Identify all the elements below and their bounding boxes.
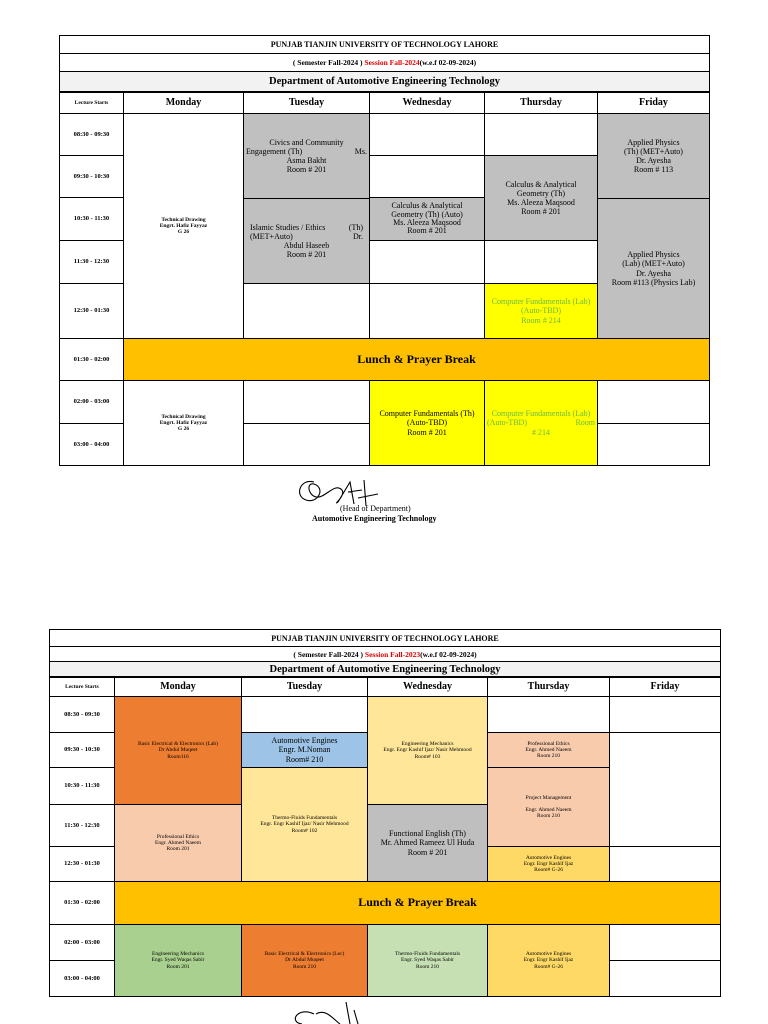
- room: Room #113 (Physics Lab): [611, 277, 696, 287]
- course-type: Geometry (Th) (Auto): [391, 209, 463, 219]
- university-title: PUNJAB TIANJIN UNIVERSITY OF TECHNOLOGY LAHORE: [59, 35, 710, 53]
- instructor: Engr. Ahmed Naeem: [525, 746, 572, 753]
- session-text: Session Fall-2024: [364, 58, 420, 67]
- day-header-friday: Friday: [609, 677, 721, 697]
- instructor: Dr. Ayesha: [636, 268, 671, 278]
- day-header-monday: Monday: [123, 92, 244, 114]
- instructor: Engrt. Hafiz Fayyaz: [159, 419, 208, 426]
- room: # 214: [532, 427, 550, 437]
- class-automotive-engines-thu: [487, 846, 610, 882]
- time-slot: 09:30 - 10:30: [59, 155, 124, 198]
- class-automotive-engines-thu-pm: [487, 924, 610, 997]
- time-slot: 08:30 - 09:30: [49, 696, 115, 733]
- course-name: Thermo-Fluids Fundamentals: [394, 951, 461, 958]
- time-slot: 12:30 - 01:30: [49, 846, 115, 882]
- instructor: Engr. Engr Kashif Ijaz/ Nasir Mehmood: [383, 747, 472, 754]
- room: Room# 102: [291, 827, 318, 834]
- wef-text: (w.e.f 02-09-2024): [420, 649, 477, 659]
- room: Room# 210: [285, 754, 324, 764]
- instructor: Mr. Ahmed Rameez Ul Huda: [380, 838, 475, 848]
- time-slot: 01:30 - 02:00: [59, 338, 124, 381]
- time-slot: 02:00 - 03:00: [49, 924, 115, 961]
- room: Room 210: [536, 813, 561, 820]
- lecture-starts-header: Lecture Starts: [59, 92, 124, 114]
- room: Room 210: [536, 753, 561, 760]
- class-professional-ethics-thu: [487, 732, 610, 768]
- course-name: Technical Drawing: [161, 413, 206, 420]
- signature-2: [286, 1000, 376, 1024]
- department-title: Department of Automotive Engineering Technology: [49, 661, 721, 677]
- instructor: Engr. Syed Waqas Sabir: [151, 957, 205, 964]
- instructor: Dr Abdul Muqeet: [158, 747, 198, 754]
- instructor: Abdul Haseeb: [283, 241, 330, 250]
- course-name: Automotive Engines: [525, 951, 572, 958]
- course-type: (Auto-TBD): [407, 418, 447, 428]
- time-slot: 09:30 - 10:30: [49, 732, 115, 768]
- time-slot: 03:00 - 04:00: [49, 960, 115, 997]
- course-type: (Auto-TBD) Room: [487, 418, 595, 428]
- room: G 26: [177, 229, 190, 236]
- empty-cell: [487, 696, 610, 733]
- time-slot: 10:30 - 11:30: [49, 767, 115, 805]
- class-basic-electrical-lec: [241, 924, 368, 997]
- room: Room # 201: [407, 427, 447, 437]
- class-project-management: [487, 767, 610, 847]
- course-name: Calculus & Analytical: [505, 179, 577, 189]
- time-slot: 08:30 - 09:30: [59, 113, 124, 156]
- class-professional-ethics-mon: [114, 804, 242, 882]
- department-signature: Automotive Engineering Technology: [312, 514, 437, 523]
- head-of-department: (Head of Department): [340, 504, 411, 513]
- department-title: Department of Automotive Engineering Technology: [59, 71, 710, 92]
- instructor: Ms. Aleeza Maqsood: [393, 218, 461, 227]
- room: Room116: [167, 753, 189, 760]
- course-name: Engineering Mechanics: [401, 741, 454, 748]
- class-automotive-engines-tue: [241, 732, 368, 768]
- course-name: Applied Physics: [627, 250, 680, 260]
- room: Room # 214: [521, 315, 561, 325]
- course-type: (MET+Auto) Dr.: [250, 231, 363, 241]
- day-header-thursday: Thursday: [487, 677, 610, 697]
- instructor: Dr. Ayesha: [636, 156, 671, 165]
- room: Room 201: [166, 963, 190, 970]
- empty-cell: [241, 696, 368, 733]
- university-title: PUNJAB TIANJIN UNIVERSITY OF TECHNOLOGY LAHORE: [49, 629, 721, 646]
- instructor: Asma Bakht: [286, 156, 327, 165]
- day-header-friday: Friday: [597, 92, 710, 114]
- class-thermo-fluids-tue: [241, 767, 368, 882]
- course-name: Computer Fundamentals (Lab): [491, 297, 591, 307]
- class-engineering-mechanics-mon: [114, 924, 242, 997]
- course-type: Engagement (Th) Ms.: [246, 146, 367, 156]
- wef-text: (w.e.f 02-09-2024): [419, 58, 477, 67]
- instructor: Engr. Ahmed Naeem: [525, 806, 572, 813]
- course-type: Geometry (Th): [516, 188, 566, 198]
- time-slot: 11:30 - 12:30: [49, 804, 115, 847]
- empty-cell: [609, 696, 721, 733]
- room: Room # 201: [286, 250, 327, 260]
- room: Room # 201: [407, 847, 448, 857]
- course-name: Project Management: [525, 794, 572, 801]
- class-thermo-fluids-wed: [367, 924, 488, 997]
- course-name: Applied Physics: [627, 137, 680, 147]
- course-type: (Auto-TBD): [521, 306, 561, 316]
- room: Room 210: [292, 963, 317, 970]
- course-name: Engineering Mechanics: [151, 951, 205, 958]
- room: Room# G-26: [534, 867, 563, 874]
- class-functional-english: [367, 804, 488, 882]
- day-header-wednesday: Wednesday: [367, 677, 488, 697]
- course-name: Islamic Studies / Ethics (Th): [250, 222, 363, 232]
- room: Room# 103: [414, 753, 441, 760]
- empty-cell: [609, 960, 721, 997]
- session-text: Session Fall-2023: [364, 649, 421, 659]
- course-name: Basic Electrical & Electronics (Lab): [137, 741, 219, 748]
- course-name: Computer Fundamentals (Th): [379, 409, 475, 419]
- instructor: Engr. Engr Kashif Ijaz: [523, 860, 574, 867]
- room: Room 210: [415, 963, 440, 970]
- time-slot: 10:30 - 11:30: [59, 197, 124, 241]
- instructor: Ms. Aleeza Maqsood: [507, 198, 575, 207]
- course-name: Calculus & Analytical: [391, 201, 463, 211]
- room: Room # 201: [407, 226, 447, 236]
- day-header-monday: Monday: [114, 677, 242, 697]
- semester-text: ( Semester Fall-2024 ): [292, 58, 363, 67]
- course-type: (Lab) (MET+Auto): [622, 259, 685, 269]
- semester-line: [49, 646, 721, 661]
- instructor: Engr. Ahmed Naeem: [155, 839, 201, 846]
- room: Room # 201: [521, 207, 561, 217]
- time-slot: 02:00 - 03:00: [59, 380, 124, 424]
- day-header-wednesday: Wednesday: [369, 92, 485, 114]
- room: G 26: [177, 426, 190, 433]
- day-header-tuesday: Tuesday: [243, 92, 370, 114]
- course-name: Functional English (Th): [389, 829, 466, 839]
- instructor: Engr. M.Noman: [278, 745, 331, 755]
- empty-cell: [609, 924, 721, 961]
- lunch-break: Lunch & Prayer Break: [123, 338, 710, 381]
- course-name: Civics and Community: [269, 137, 344, 147]
- instructor: Dr Abdul Muqeet: [285, 957, 324, 964]
- instructor: Engrt. Hafiz Fayyaz: [159, 222, 208, 229]
- semester-text: ( Semester Fall-2024 ): [293, 649, 364, 659]
- lunch-break: Lunch & Prayer Break: [114, 881, 721, 925]
- instructor: Engr. Engr Kashif Ijaz/ Nasir Mehmood: [260, 821, 349, 828]
- course-name: Automotive Engines: [271, 736, 338, 746]
- empty-cell: [609, 732, 721, 847]
- day-header-thursday: Thursday: [484, 92, 598, 114]
- course-name: Professional Ethics: [527, 740, 570, 747]
- empty-cell: [609, 846, 721, 882]
- course-name: Technical Drawing: [161, 216, 206, 223]
- room: Room # 201: [286, 165, 327, 175]
- instructor: Engr. Syed Waqas Sabir: [401, 957, 454, 964]
- class-basic-electrical-lab: [114, 696, 242, 805]
- time-slot: 03:00 - 04:00: [59, 423, 124, 466]
- instructor: Engr. Engr Kashif Ijaz: [523, 957, 574, 964]
- room: Room# G-26: [534, 963, 563, 970]
- time-slot: 01:30 - 02:00: [49, 881, 115, 925]
- lecture-starts-header: Lecture Starts: [49, 677, 115, 697]
- course-name: Automotive Engines: [525, 854, 572, 861]
- course-name: Professional Ethics: [156, 833, 200, 840]
- time-slot: 12:30 - 01:30: [59, 283, 124, 339]
- room: Room 201: [166, 846, 190, 853]
- course-name: Computer Fundamentals (Lab): [491, 409, 591, 419]
- course-type: (Th) (MET+Auto): [624, 146, 683, 156]
- room: Room # 113: [633, 165, 674, 175]
- time-slot: 11:30 - 12:30: [59, 240, 124, 284]
- class-engineering-mechanics-wed: [367, 696, 488, 805]
- course-name: Thermo-Fluids Fundamentals: [271, 815, 338, 822]
- course-name: Basic Electrical & Electronics (Lec): [264, 951, 345, 958]
- day-header-tuesday: Tuesday: [241, 677, 368, 697]
